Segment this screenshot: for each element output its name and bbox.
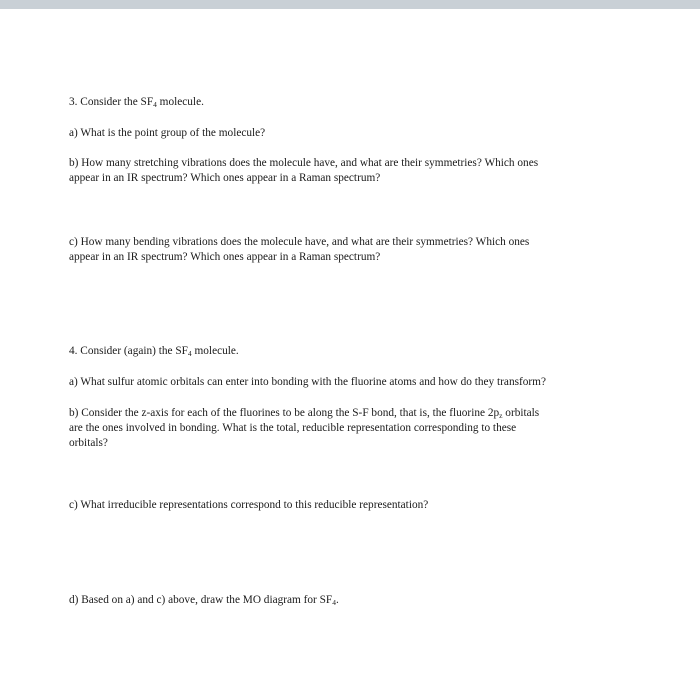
- q3-title: 3. Consider the $SF_4$ molecule.: [69, 96, 204, 109]
- q4-part-d: d) Based on a) and c) above, draw the MO diagram for $SF_4$.: [69, 594, 339, 607]
- q4-title: 4. Consider (again) the $SF_4$ molecule.: [69, 345, 239, 358]
- q3-part-b-line1: b) How many stretching vibrations does the molecule have, and what are their symmetries? Which ones: [69, 157, 539, 169]
- document-page: [0, 9, 700, 697]
- q3-part-b-line2: appear in an IR spectrum? Which ones appear in a Raman spectrum?: [69, 172, 381, 184]
- q4-part-b-line2: are the ones involved in bonding. What is the total, reducible representation corresponding to these: [69, 422, 517, 434]
- q3-part-c-line1: c) How many bending vibrations does the molecule have, and what are their symmetries? Which ones: [69, 236, 530, 248]
- q3-part-a: a) What is the point group of the molecule?: [69, 127, 266, 139]
- q4-part-b-line1: b) Consider the z-axis for each of the fluorines to be along the S-F bond, that is, the fluorine $2p_z$ orbitals: [69, 407, 540, 420]
- q4-part-b-line3: orbitals?: [69, 437, 108, 449]
- q4-part-a: a) What sulfur atomic orbitals can enter into bonding with the fluorine atoms and how do they transform?: [69, 376, 546, 388]
- q4-part-c: c) What irreducible representations correspond to this reducible representation?: [69, 499, 429, 511]
- top-bar: [0, 0, 700, 9]
- q3-part-c-line2: appear in an IR spectrum? Which ones appear in a Raman spectrum?: [69, 251, 381, 263]
